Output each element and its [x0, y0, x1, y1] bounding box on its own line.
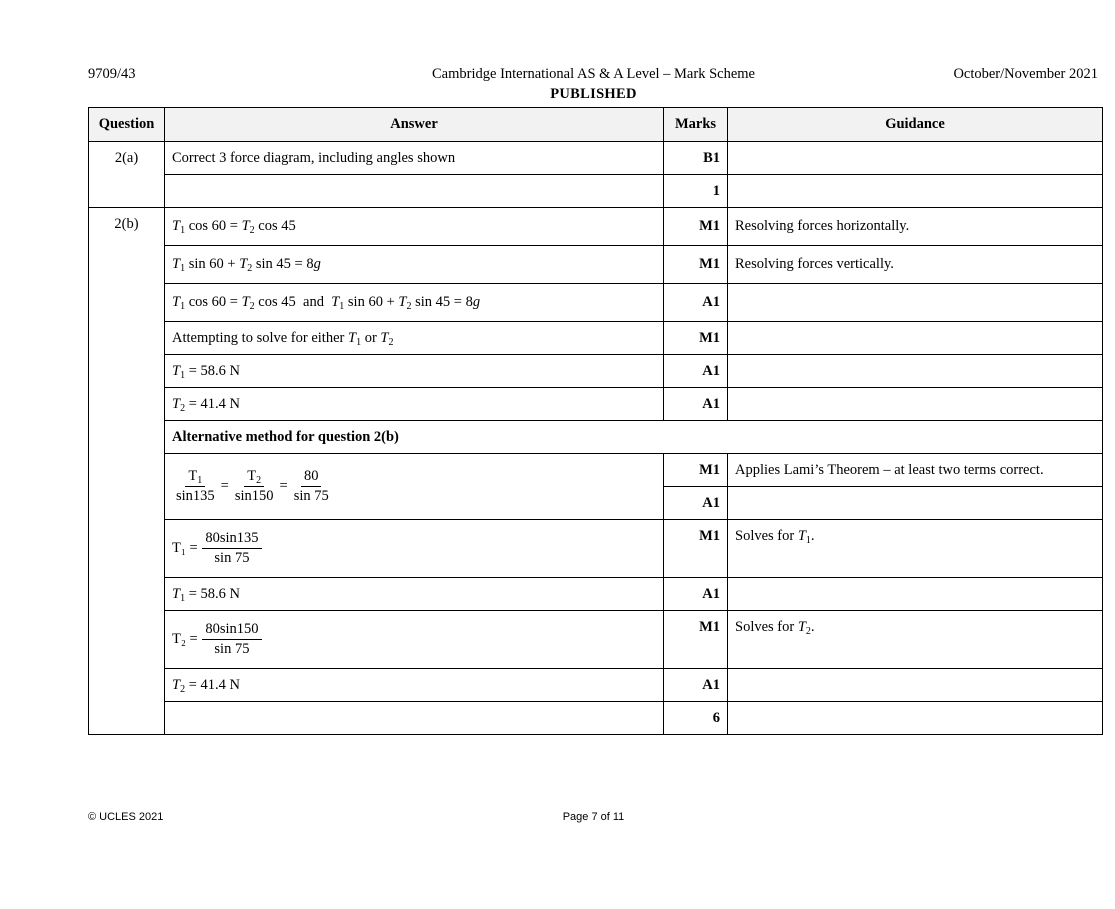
- exam-session: October/November 2021: [953, 66, 1098, 82]
- guidance-cell: Resolving forces horizontally.: [728, 208, 1103, 246]
- fraction: $\frac{80\sin 135}{\sin 75}$: [202, 530, 261, 567]
- published-label: PUBLISHED: [550, 86, 637, 102]
- fraction: $\frac{80\sin 150}{\sin 75}$: [202, 621, 261, 658]
- question-label-2b: 2(b): [89, 208, 165, 735]
- mark-cell: M1: [664, 611, 728, 669]
- total-mark-cell: 6: [664, 702, 728, 735]
- answer-equation-horizontal: $T_1$ $\cos 60 = T_2$ cos 45: [165, 208, 664, 246]
- answer-cell: Attempting to solve for either $T_1$ or $T_2$: [165, 322, 664, 355]
- mark-cell: A1: [664, 487, 728, 520]
- answer-t1-expression: T₁ = $\frac{80\sin 135}{\sin 75}$: [165, 520, 664, 578]
- answer-cell: Correct 3 force diagram, including angles shown: [165, 142, 664, 175]
- guidance-cell: [728, 322, 1103, 355]
- guidance-cell: [728, 284, 1103, 322]
- question-label-2a: 2(a): [89, 142, 165, 208]
- total-mark-cell: 1: [664, 175, 728, 208]
- mark-cell: M1: [664, 454, 728, 487]
- document-title: Cambridge International AS & A Level – Mark Scheme: [432, 66, 755, 82]
- fraction: $\frac{T_1}{\sin 135}$: [176, 468, 215, 504]
- table-row: [89, 284, 1103, 322]
- guidance-cell: [728, 669, 1103, 702]
- mark-cell: M1: [664, 208, 728, 246]
- table-row: [89, 142, 1103, 175]
- table-header-row: [89, 108, 1103, 142]
- guidance-cell: [728, 702, 1103, 735]
- col-header-question: Question: [89, 108, 165, 142]
- guidance-cell: Resolving forces vertically.: [728, 246, 1103, 284]
- answer-cell: $T_1 = 58.6$ N: [165, 355, 664, 388]
- answer-cell: [165, 702, 664, 735]
- guidance-cell: [728, 388, 1103, 421]
- mark-cell: A1: [664, 669, 728, 702]
- copyright-notice: © UCLES 2021: [88, 811, 164, 823]
- answer-cell: $T_2 = 41.4$ N: [165, 388, 664, 421]
- table-row: [89, 208, 1103, 246]
- table-row: [89, 246, 1103, 284]
- fraction: $\frac{T_2}{\sin 150}$: [234, 468, 274, 504]
- col-header-marks: Marks: [664, 108, 728, 142]
- answer-t2-expression: T₂ = $\frac{80\sin 150}{\sin 75}$: [165, 611, 664, 669]
- table-row: [89, 175, 1103, 208]
- table-row: [89, 355, 1103, 388]
- mark-cell: B1: [664, 142, 728, 175]
- guidance-cell: [728, 355, 1103, 388]
- paper-code: 9709/43: [88, 66, 136, 82]
- table-row: [89, 702, 1103, 735]
- guidance-cell: Solves for $T_2$.: [728, 611, 1103, 669]
- alternative-method-heading: Alternative method for question 2(b): [165, 421, 1103, 454]
- answer-equation-vertical: $T_1$ $\sin 60 + T_2$ sin 45 = 8g: [165, 246, 664, 284]
- answer-cell: $T_1 = 58.6$ N: [165, 578, 664, 611]
- guidance-cell: Solves for $T_1$.: [728, 520, 1103, 578]
- guidance-cell: Applies Lami’s Theorem – at least two terms correct.: [728, 454, 1103, 487]
- answer-cell: [165, 175, 664, 208]
- answer-equation-both: $T_1$ $\cos 60 = T_2$ cos 45 and $T_1$ $\sin 60 + T_2$ sin 45 = 8g: [165, 284, 664, 322]
- table-row: [89, 322, 1103, 355]
- mark-cell: A1: [664, 284, 728, 322]
- answer-cell: $T_2 = 41.4$ N: [165, 669, 664, 702]
- guidance-cell: [728, 487, 1103, 520]
- page-number: Page 7 of 11: [562, 811, 625, 823]
- mark-cell: A1: [664, 355, 728, 388]
- table-row: [89, 611, 1103, 669]
- guidance-cell: [728, 578, 1103, 611]
- mark-cell: A1: [664, 388, 728, 421]
- mark-cell: M1: [664, 322, 728, 355]
- mark-cell: A1: [664, 578, 728, 611]
- table-row: [89, 520, 1103, 578]
- table-row: [89, 421, 1103, 454]
- table-row: [89, 454, 1103, 487]
- answer-lami-equation: $\frac{T_1}{\sin 135}$ = $\frac{T_2}{\sin 150}$ = $\frac{80}{\sin 75}$: [165, 454, 664, 520]
- col-header-answer: Answer: [165, 108, 664, 142]
- mark-scheme-table: [88, 107, 1103, 735]
- mark-cell: M1: [664, 520, 728, 578]
- table-row: [89, 388, 1103, 421]
- table-row: [89, 669, 1103, 702]
- guidance-cell: [728, 175, 1103, 208]
- fraction: $\frac{80}{\sin 75}$: [293, 468, 329, 504]
- guidance-cell: [728, 142, 1103, 175]
- col-header-guidance: Guidance: [728, 108, 1103, 142]
- mark-cell: M1: [664, 246, 728, 284]
- table-row: [89, 578, 1103, 611]
